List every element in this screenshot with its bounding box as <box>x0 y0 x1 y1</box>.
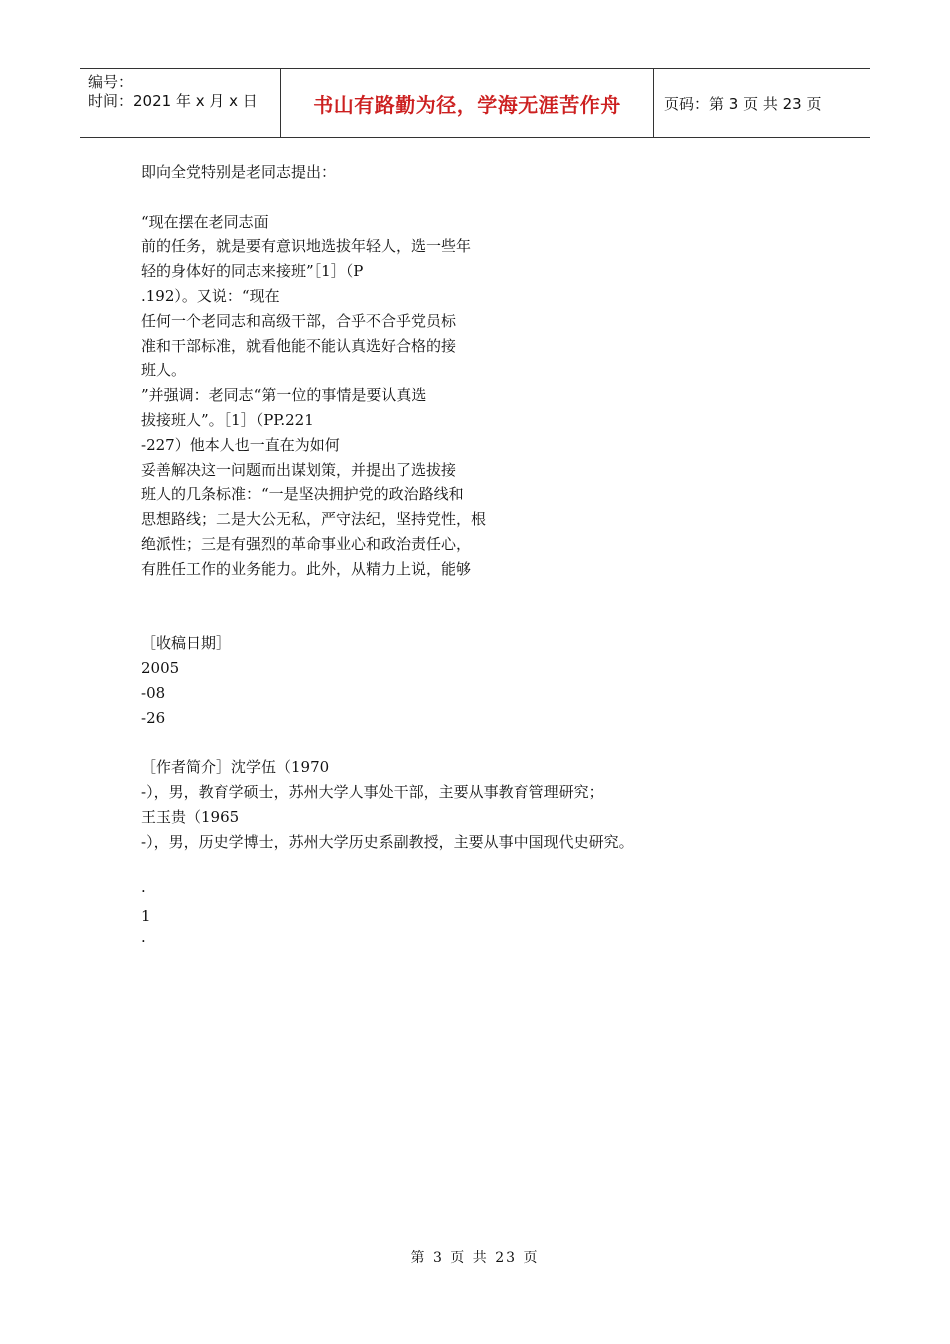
body-line: -08 <box>141 683 166 702</box>
body-line <box>141 730 791 755</box>
body-line: -26 <box>141 708 166 727</box>
page-info: 页码：第 3 页 共 23 页 <box>664 94 822 113</box>
body-line: 拔接班人”。［1］（PP.221 <box>141 410 314 429</box>
body-line <box>141 606 791 631</box>
body-line: -），男，历史学博士，苏州大学历史系副教授，主要从事中国现代史研究。 <box>141 832 634 851</box>
body-line: 妥善解决这一问题而出谋划策，并提出了选拔接 <box>141 460 457 479</box>
body-line: 前的任务，就是要有意识地选拔年轻人，选一些年 <box>141 237 472 256</box>
body-line: 有胜任工作的业务能力。此外，从精力上说，能够 <box>141 559 472 578</box>
body-line: 即向全党特别是老同志提出： <box>141 163 337 181</box>
header-meta-cell <box>80 69 281 137</box>
page-footer: 第 3 页 共 23 页 <box>410 1250 540 1266</box>
body-line <box>141 582 791 607</box>
body-line: 准和干部标准，就看他能不能认真选好合格的接 <box>141 336 457 355</box>
body-line: ［作者简介］沈学伍（1970 <box>141 758 330 777</box>
body-line: ［收稿日期］ <box>141 634 232 653</box>
body-line: ”并强调：老同志“第一位的事情是要认真选 <box>141 386 427 405</box>
body-line: -），男，教育学硕士，苏州大学人事处干部，主要从事教育管理研究； <box>141 782 604 801</box>
motto-text: 书山有路勤为径，学海无涯苦作舟 <box>313 92 621 117</box>
body-line: 任何一个老同志和高级干部，合乎不合乎党员标 <box>141 311 457 330</box>
body-line: 班人。 <box>141 361 187 380</box>
body-line: 绝派性；三是有强烈的革命事业心和政治责任心， <box>141 534 472 553</box>
body-line: .192）。又说：“现在 <box>141 286 280 305</box>
body-line: 思想路线；二是大公无私，严守法纪，坚持党性，根 <box>141 510 487 529</box>
number-label: 编号： <box>88 73 134 91</box>
body-line: · <box>141 931 146 950</box>
time-label: 时间：2021 年 x 月 x 日 <box>88 92 258 110</box>
body-line: 2005 <box>141 658 180 677</box>
body-line: 轻的身体好的同志来接班”［1］（P <box>141 262 364 281</box>
header-motto-cell <box>281 69 654 137</box>
body-line: 王玉贵（1965 <box>141 807 240 826</box>
body-line: “现在摆在老同志面 <box>141 212 269 231</box>
body-line: 班人的几条标准：“一是坚决拥护党的政治路线和 <box>141 485 464 504</box>
body-line: · <box>141 882 146 901</box>
page-header <box>80 68 870 138</box>
body-line: -227）他本人也一直在为如何 <box>141 435 340 454</box>
body-line <box>141 185 791 210</box>
document-body <box>141 160 791 954</box>
header-page-cell <box>654 69 870 137</box>
body-line <box>141 854 791 879</box>
body-line: 1 <box>141 906 151 925</box>
